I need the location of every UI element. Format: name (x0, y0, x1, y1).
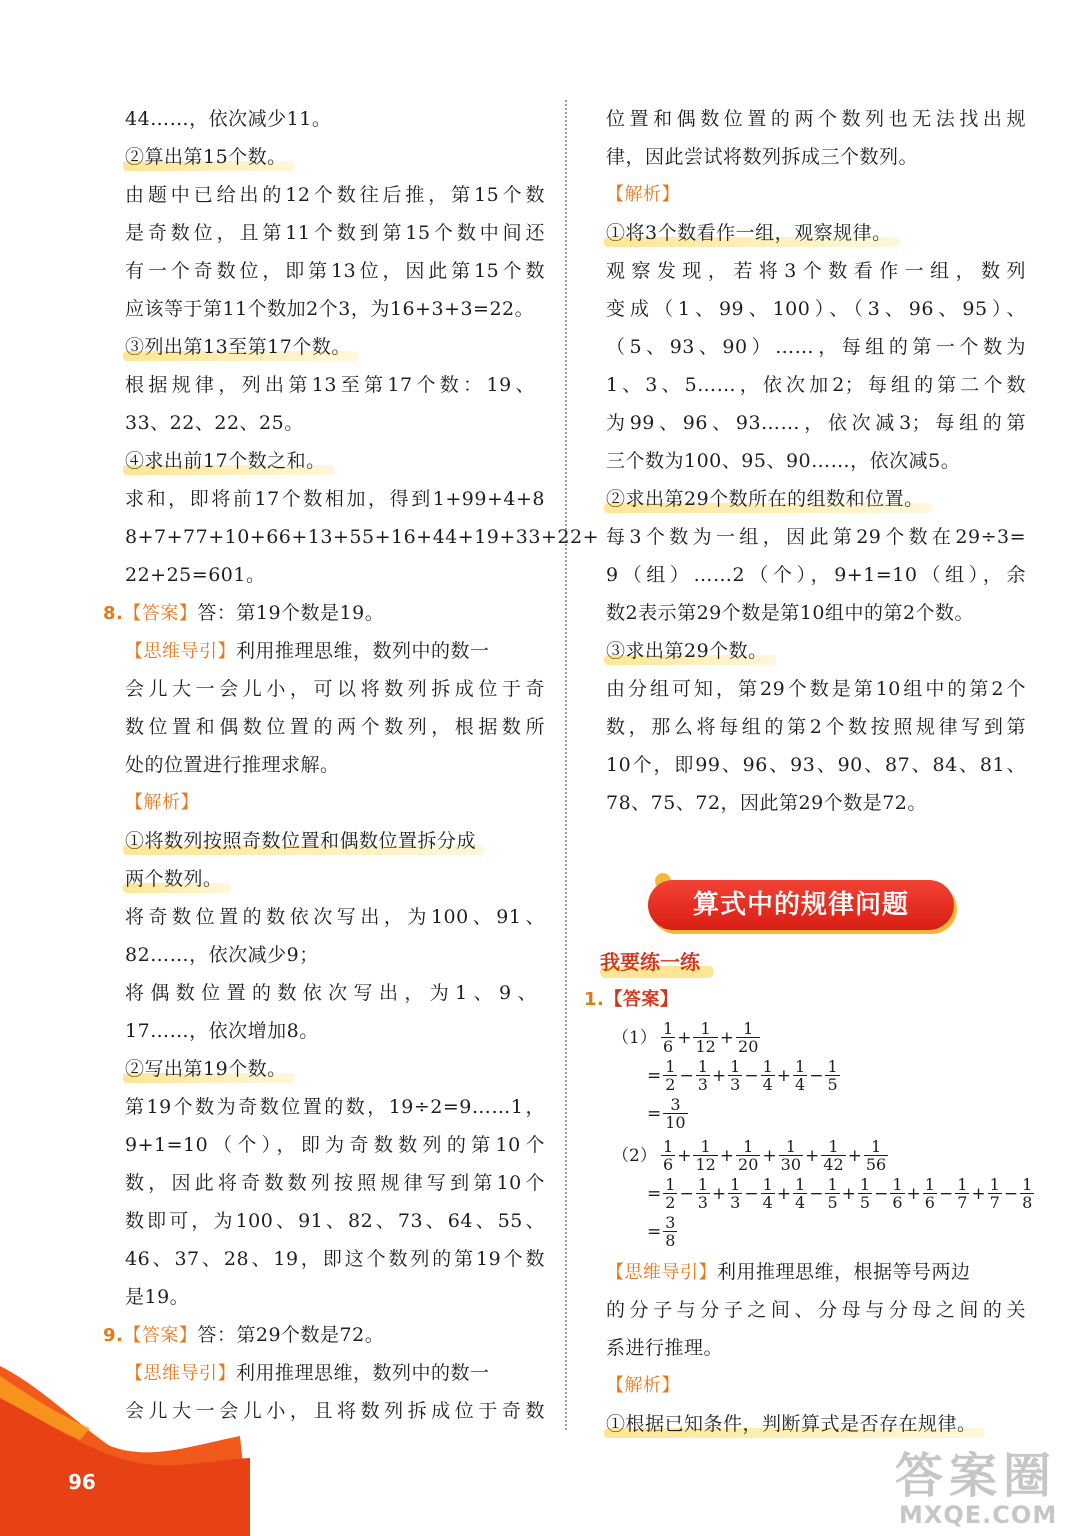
part-label: （2） (612, 1146, 657, 1166)
text-line: 将奇数位置的数依次写出，为100、91、 (125, 906, 545, 928)
text-line: 数，因此将奇数数列按照规律写到第10个 (125, 1172, 545, 1194)
answer-tag: 【答案】 (123, 603, 198, 624)
step-heading: ①将3个数看作一组，观察规律。 (606, 222, 892, 244)
text-line: 第19个数为奇数位置的数，19÷2=9……1， (125, 1096, 545, 1118)
question-number: 9. (103, 1325, 124, 1346)
text-line: （5、93、90）……，每组的第一个数为 (606, 336, 1026, 358)
page-number: 96 (68, 1470, 96, 1494)
step-heading: ③求出第29个数。 (606, 640, 768, 662)
answer-tag: 【答案】 (123, 1325, 198, 1346)
step-heading: ②求出第29个数所在的组数和位置。 (606, 488, 924, 510)
text-line: 观察发现，若将3个数看作一组，数列 (606, 260, 1026, 282)
watermark: 答案圈 MXQE.COM (895, 1448, 1058, 1529)
text-line: 8+7+77+10+66+13+55+16+44+19+33+22+ (125, 526, 599, 548)
text-line: 44……，依次减少11。 (125, 108, 332, 130)
corner-decoration-icon (0, 1366, 250, 1536)
step-heading: ②写出第19个数。 (125, 1058, 287, 1080)
step-heading: ②算出第15个数。 (125, 146, 287, 168)
text-line: 82……，依次减少9； (125, 944, 319, 966)
guide-tag: 【思维导引】 (125, 1363, 236, 1384)
step-heading: 两个数列。 (125, 868, 223, 890)
analysis-tag: 【解析】 (125, 792, 199, 813)
guide-tag: 【思维导引】 (125, 641, 236, 662)
question-number: 1. (584, 989, 605, 1010)
text-line: 10个，即99、96、93、90、87、84、81、 (606, 754, 1026, 776)
text-line: 会儿大一会儿小，且将数列拆成位于奇数 (125, 1400, 545, 1422)
text-line: 是19。 (125, 1286, 190, 1308)
text-line: 数位置和偶数位置的两个数列，根据数所 (125, 716, 545, 738)
text-line: 22+25=601。 (125, 564, 266, 586)
question-number: 8. (103, 603, 124, 624)
step-heading: ④求出前17个数之和。 (125, 450, 326, 472)
section-title-banner: 算式中的规律问题 (648, 880, 954, 930)
text-line: 46、37、28、19，即这个数列的第19个数 (125, 1248, 545, 1270)
text-line: 9（组）……2（个），9+1=10（组），余 (606, 564, 1026, 586)
text-line: 是奇数位，且第11个数到第15个数中间还 (125, 222, 545, 244)
text-line: 有一个奇数位，即第13位，因此第15个数 (125, 260, 545, 282)
text-line: 每3个数为一组，因此第29个数在29÷3= (606, 526, 1026, 548)
text-line: 由分组可知，第29个数是第10组中的第2个 (606, 678, 1026, 700)
text-line: 数2表示第29个数是第10组中的第2个数。 (606, 602, 975, 624)
text-line: 数，那么将每组的第2个数按照规律写到第 (606, 716, 1026, 738)
step-heading: ①根据已知条件，判断算式是否存在规律。 (606, 1413, 977, 1435)
analysis-tag: 【解析】 (606, 184, 680, 205)
text-line: 根据规律，列出第13至第17个数：19、 (125, 374, 535, 396)
guide-line: 【思维导引】利用推理思维，数列中的数一 (125, 1362, 490, 1384)
text-line: 1、3、5……，依次加2；每组的第二个数 (606, 374, 1026, 396)
guide-tag: 【思维导引】 (606, 1262, 717, 1283)
guide-line: 【思维导引】利用推理思维，根据等号两边 (606, 1261, 971, 1283)
text-line: 会儿大一会儿小，可以将数列拆成位于奇 (125, 678, 545, 700)
text-line: 的分子与分子之间、分母与分母之间的关 (606, 1299, 1026, 1321)
text-line: 求和，即将前17个数相加，得到1+99+4+8 (125, 488, 545, 510)
text-line: 33、22、22、25。 (125, 412, 304, 434)
text-line: 处的位置进行推理求解。 (125, 754, 340, 776)
answer-line (584, 987, 678, 1012)
text-line: 应该等于第11个数加2个3，为16+3+3=22。 (125, 298, 535, 320)
step-heading: ③列出第13至第17个数。 (125, 336, 351, 358)
analysis-tag: 【解析】 (606, 1375, 680, 1396)
text-line: 78、75、72，因此第29个数是72。 (606, 792, 927, 814)
text-line: 系进行推理。 (606, 1337, 724, 1359)
text-line: 三个数为100、95、90……，依次减5。 (606, 450, 961, 472)
text-line: 数即可，为100、91、82、73、64、55、 (125, 1210, 545, 1232)
text-line: 变成（1、99、100）、（3、96、95）、 (606, 298, 1026, 320)
answer-tag: 【答案】 (604, 989, 679, 1010)
answer-line: 9.【答案】答：第29个数是72。 (103, 1324, 385, 1346)
text-line: 位置和偶数位置的两个数列也无法找出规 (606, 108, 1026, 130)
text-line: 由题中已给出的12个数往后推，第15个数 (125, 184, 545, 206)
text-line: 为99、96、93……，依次减3；每组的第 (606, 412, 1026, 434)
column-divider (565, 100, 567, 1430)
step-heading: ①将数列按照奇数位置和偶数位置拆分成 (125, 830, 477, 852)
text-line: 将偶数位置的数依次写出，为1、9、 (125, 982, 537, 1004)
text-line: 9+1=10（个），即为奇数数列的第10个 (125, 1134, 545, 1156)
answer-line: 8.【答案】答：第19个数是19。 (103, 602, 385, 624)
practice-heading: 我要练一练 (600, 946, 700, 975)
text-line: 律，因此尝试将数列拆成三个数列。 (606, 146, 919, 168)
part-label: （1） (612, 1028, 657, 1048)
guide-line: 【思维导引】利用推理思维，数列中的数一 (125, 640, 490, 662)
text-line: 17……，依次增加8。 (125, 1020, 319, 1042)
